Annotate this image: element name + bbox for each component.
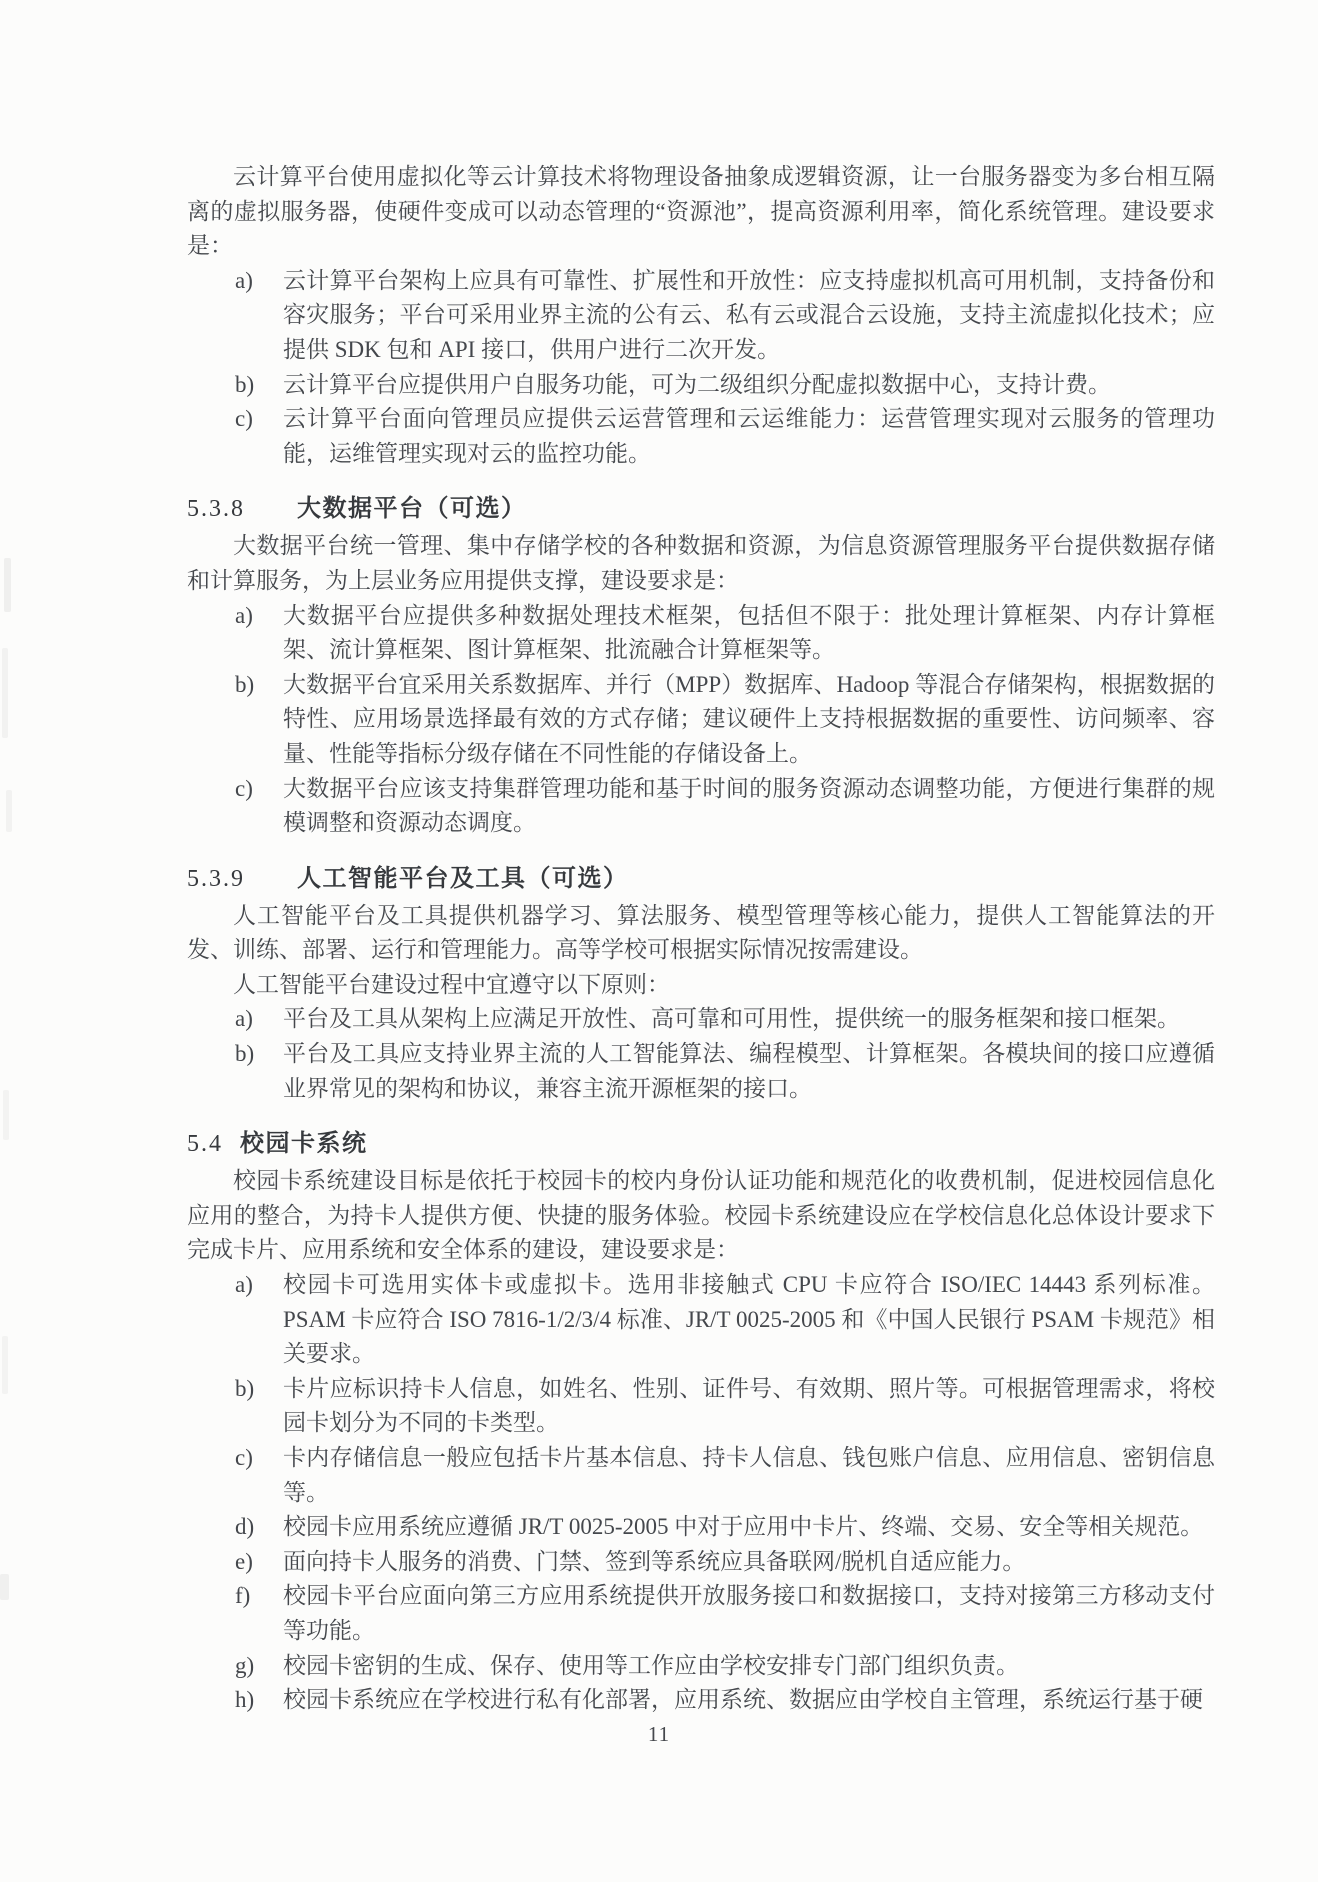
- heading-title: 大数据平台（可选）: [297, 495, 527, 523]
- item-label: c): [235, 775, 253, 801]
- item-text: 云计算平台面向管理员应提供云运营管理和云运维能力：运营管理实现对云服务的管理功能，运维管理实现对云的监控功能。: [283, 406, 1215, 466]
- list-item: [187, 668, 1215, 772]
- cloud-intro-paragraph: 云计算平台使用虚拟化等云计算技术将物理设备抽象成逻辑资源，让一台服务器变为多台相互隔离的虚拟服务器，使硬件变成可以动态管理的“资源池”，提高资源利用率，简化系统管理。建设要求是：: [187, 164, 1215, 259]
- item-text: 平台及工具从架构上应满足开放性、高可靠和可用性，提供统一的服务框架和接口框架。: [283, 1006, 1180, 1032]
- item-label: c): [235, 406, 253, 432]
- item-label: d): [235, 1514, 255, 1540]
- item-text: 卡内存储信息一般应包括卡片基本信息、持卡人信息、钱包账户信息、应用信息、密钥信息等。: [283, 1445, 1215, 1505]
- item-text: 云计算平台应提供用户自服务功能，可为二级组织分配虚拟数据中心，支持计费。: [283, 371, 1111, 397]
- section-heading-5-4: [187, 1126, 1215, 1162]
- scan-artifact: [2, 1336, 8, 1394]
- item-text: 大数据平台应提供多种数据处理技术框架，包括但不限于：批处理计算框架、内存计算框架、流计算框架、图计算框架、批流融合计算框架等。: [283, 602, 1215, 663]
- scan-artifact: [4, 558, 11, 612]
- item-label: b): [235, 671, 255, 697]
- ai-lead-paragraph: 人工智能平台建设过程中宜遵守以下原则：: [233, 971, 670, 997]
- item-text: 校园卡平台应面向第三方应用系统提供开放服务接口和数据接口，支持对接第三方移动支付等功能。: [283, 1583, 1215, 1643]
- list-item: [187, 1372, 1215, 1441]
- heading-number: 5.4: [187, 1131, 223, 1158]
- item-text: 平台及工具应支持业界主流的人工智能算法、编程模型、计算框架。各模块间的接口应遵循业界常见的架构和协议，兼容主流开源框架的接口。: [283, 1041, 1215, 1101]
- list-item: [187, 264, 1215, 368]
- list-item: [187, 1545, 1215, 1580]
- item-text: 大数据平台应该支持集群管理功能和基于时间的服务资源动态调整功能，方便进行集群的规模调整和资源动态调度。: [283, 775, 1215, 836]
- list-item: [187, 1268, 1215, 1372]
- item-label: b): [235, 371, 255, 397]
- item-label: a): [235, 267, 253, 293]
- list-item: [187, 1510, 1215, 1545]
- item-text: 校园卡应用系统应遵循 JR/T 0025-2005 中对于应用中卡片、终端、交易、安全等相关规范。: [283, 1514, 1204, 1540]
- item-label: a): [235, 1272, 253, 1298]
- ai-principle-list: [187, 1002, 1215, 1106]
- scan-artifact: [0, 1574, 9, 1600]
- list-item: [187, 1579, 1215, 1648]
- heading-title: 校园卡系统: [240, 1130, 368, 1158]
- list-item: [187, 599, 1215, 668]
- list-item: [187, 1037, 1215, 1106]
- list-item: [187, 1683, 1215, 1718]
- list-item: [187, 1649, 1215, 1684]
- item-text: 校园卡可选用实体卡或虚拟卡。选用非接触式 CPU 卡应符合 ISO/IEC 14443 系列标准。PSAM 卡应符合 ISO 7816-1/2/3/4 标准、JR/T 0025-2005 和《中国人民银行 PSAM 卡规范》相关要求。: [283, 1272, 1215, 1367]
- item-label: a): [235, 602, 253, 628]
- page-number: 11: [647, 1722, 671, 1746]
- item-label: g): [235, 1652, 255, 1678]
- item-text: 云计算平台架构上应具有可靠性、扩展性和开放性：应支持虚拟机高可用机制，支持备份和容灾服务；平台可采用业界主流的公有云、私有云或混合云设施，支持主流虚拟化技术；应提供 SDK 包和 API 接口，供用户进行二次开发。: [283, 267, 1215, 362]
- list-item: [187, 1002, 1215, 1037]
- item-label: e): [235, 1548, 253, 1574]
- bigdata-intro-paragraph: 大数据平台统一管理、集中存储学校的各种数据和资源，为信息资源管理服务平台提供数据存储和计算服务，为上层业务应用提供支撑，建设要求是：: [187, 533, 1215, 593]
- cloud-requirement-list: [187, 264, 1215, 472]
- scan-artifact: [6, 790, 12, 832]
- list-item: [187, 368, 1215, 403]
- list-item: [187, 1441, 1215, 1510]
- item-label: a): [235, 1006, 253, 1032]
- heading-number: 5.3.9: [187, 865, 245, 892]
- item-label: b): [235, 1041, 255, 1067]
- heading-title: 人工智能平台及工具（可选）: [297, 864, 629, 892]
- item-label: h): [235, 1687, 255, 1713]
- item-text: 卡片应标识持卡人信息，如姓名、性别、证件号、有效期、照片等。可根据管理需求，将校园卡划分为不同的卡类型。: [283, 1375, 1215, 1436]
- list-item: [187, 402, 1215, 471]
- section-heading-5-3-9: [187, 861, 1215, 897]
- heading-number: 5.3.8: [187, 496, 245, 523]
- item-text: 面向持卡人服务的消费、门禁、签到等系统应具备联网/脱机自适应能力。: [283, 1548, 1026, 1574]
- item-label: c): [235, 1445, 253, 1470]
- ai-intro-paragraph: 人工智能平台及工具提供机器学习、算法服务、模型管理等核心能力，提供人工智能算法的开发、训练、部署、运行和管理能力。高等学校可根据实际情况按需建设。: [187, 902, 1215, 963]
- item-text: 校园卡系统应在学校进行私有化部署，应用系统、数据应由学校自主管理，系统运行基于硬: [283, 1687, 1203, 1713]
- card-requirement-list: [187, 1268, 1215, 1718]
- item-text: 校园卡密钥的生成、保存、使用等工作应由学校安排专门部门组织负责。: [283, 1652, 1019, 1678]
- scan-artifact: [3, 1090, 9, 1140]
- item-label: f): [235, 1583, 251, 1609]
- section-heading-5-3-8: [187, 491, 1215, 527]
- item-label: b): [235, 1375, 255, 1401]
- scan-artifact: [2, 648, 8, 738]
- item-text: 大数据平台宜采用关系数据库、并行（MPP）数据库、Hadoop 等混合存储架构，根据数据的特性、应用场景选择最有效的方式存储；建议硬件上支持根据数据的重要性、访问频率、容量、性能等指标分级存储在不同性能的存储设备上。: [283, 671, 1215, 766]
- card-intro-paragraph: 校园卡系统建设目标是依托于校园卡的校内身份认证功能和规范化的收费机制，促进校园信息化应用的整合，为持卡人提供方便、快捷的服务体验。校园卡系统建设应在学校信息化总体设计要求下完成卡片、应用系统和安全体系的建设，建设要求是：: [187, 1168, 1215, 1263]
- page-content: [187, 160, 1215, 1718]
- bigdata-requirement-list: [187, 599, 1215, 841]
- list-item: [187, 772, 1215, 841]
